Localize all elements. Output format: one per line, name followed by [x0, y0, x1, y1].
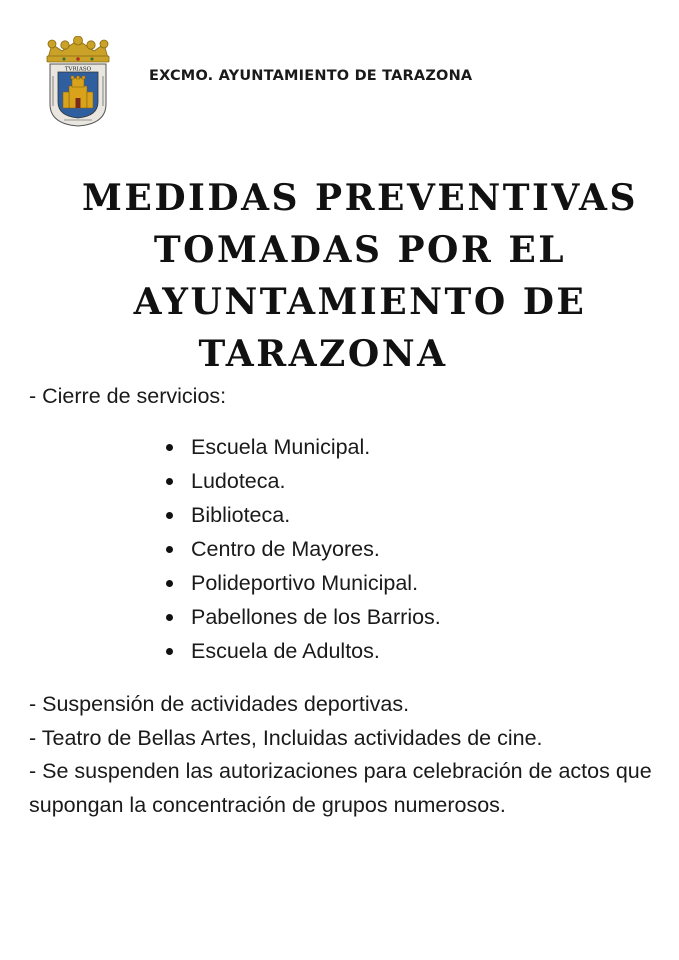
- list-item: [160, 430, 441, 464]
- list-item-text: Biblioteca.: [191, 503, 291, 527]
- crest-motto: TVRIASO: [64, 66, 92, 73]
- list-item-text: Ludoteca.: [191, 469, 286, 493]
- list-item: [160, 634, 441, 668]
- bullet-icon: [166, 580, 173, 587]
- bullet-icon: [166, 614, 173, 621]
- bullet-icon: [166, 478, 173, 485]
- bullet-icon: [166, 444, 173, 451]
- measure-sports-suspension: - Suspensión de actividades deportivas.: [29, 692, 410, 716]
- list-item: [160, 600, 441, 634]
- page-title: [40, 172, 679, 380]
- measure-theatre-closure: - Teatro de Bellas Artes, Incluidas actividades de cine.: [29, 725, 543, 750]
- organization-name: EXCMO. AYUNTAMIENTO DE TARAZONA: [149, 68, 473, 84]
- bullet-icon: [166, 512, 173, 519]
- list-item-text: Escuela de Adultos.: [191, 639, 380, 663]
- closed-services-list: [160, 430, 441, 668]
- title-line-4: TARAZONA: [198, 333, 448, 375]
- additional-measures: [29, 688, 659, 822]
- measure-gatherings-suspension: - Se suspenden las autorizaciones para celebración de actos que supongan la concentración de grupos numerosos.: [29, 759, 652, 817]
- list-item: [160, 566, 441, 600]
- title-line-2: TOMADAS POR EL: [153, 229, 567, 271]
- list-item-text: Escuela Municipal.: [191, 435, 371, 459]
- list-item-text: Pabellones de los Barrios.: [191, 605, 441, 629]
- title-line-3: AYUNTAMIENTO DE: [133, 281, 587, 323]
- list-item-text: Polideportivo Municipal.: [191, 571, 419, 595]
- coat-of-arms-logo: [38, 36, 118, 128]
- title-line-1: MEDIDAS PREVENTIVAS: [82, 177, 638, 219]
- bullet-icon: [166, 546, 173, 553]
- list-item: [160, 464, 441, 498]
- bullet-icon: [166, 648, 173, 655]
- page-header: [38, 36, 638, 128]
- list-item-text: Centro de Mayores.: [191, 537, 380, 561]
- services-closure-heading: - Cierre de servicios:: [29, 384, 227, 408]
- list-item: [160, 498, 441, 532]
- list-item: [160, 532, 441, 566]
